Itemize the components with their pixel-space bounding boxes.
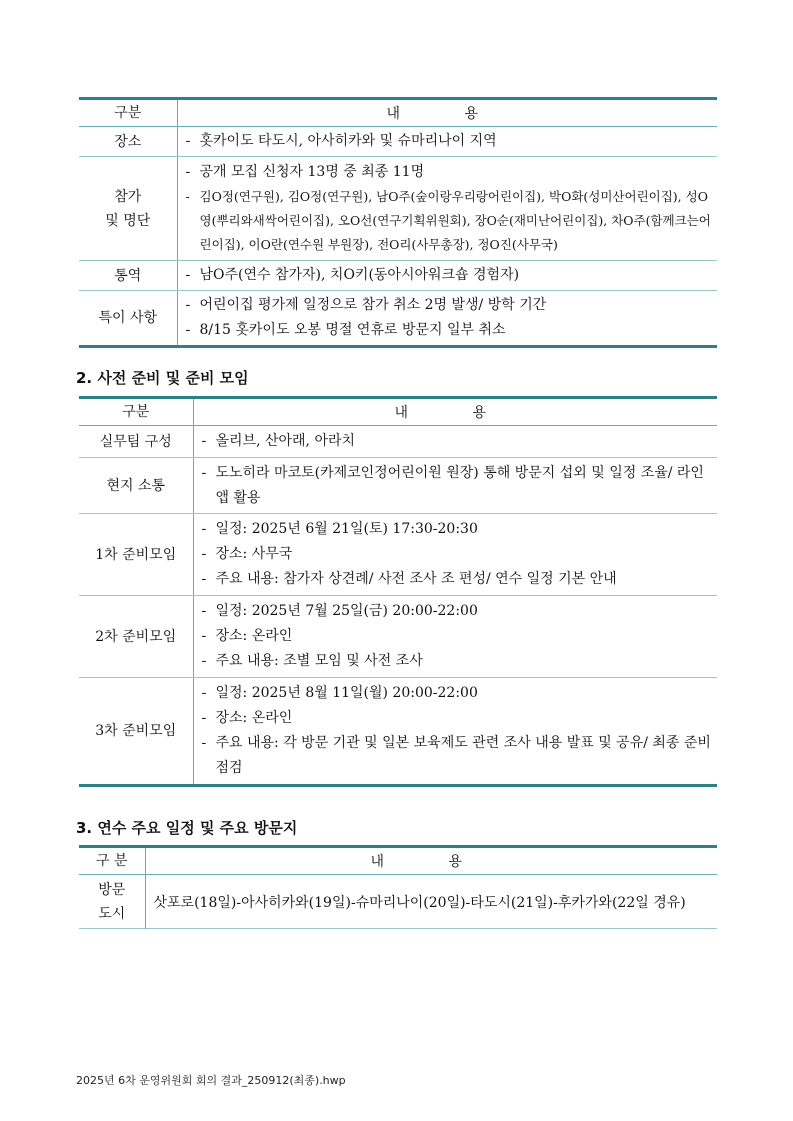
overview-table [79,97,717,348]
table-row [79,291,717,347]
table-header-row [79,99,717,127]
row-category: 현지 소통 [79,458,193,514]
header-category: 구분 [79,398,193,426]
section-title-preparation: 2. 사전 준비 및 준비 모임 [76,369,249,387]
table-row [79,261,717,291]
row-content: - 일정: 2025년 7월 25일(금) 20:00-22:00 - 장소: 온라인 - 주요 내용: 조별 모임 및 사전 조사 [193,596,717,678]
table-row [79,127,717,157]
header-content: 내 용 [145,847,717,875]
row-content: - 도노히라 마코토(카제코인정어린이원 원장) 통해 방문지 섭외 및 일정 조율/ 라인앱 활용 [193,458,717,514]
table-row [79,426,717,458]
header-content: 내 용 [193,398,717,426]
table-row [79,157,717,261]
table-row [79,458,717,514]
row-category: 참가 및 명단 [79,157,177,261]
schedule-table [79,845,717,929]
table-row [79,678,717,786]
row-category: 2차 준비모임 [79,596,193,678]
row-content: 삿포로(18일)-아사히카와(19일)-슈마리나이(20일)-타도시(21일)-후카가와(22일 경유) [153,894,686,911]
table-row [79,875,717,929]
header-category: 구분 [79,99,177,127]
footer-filename: 2025년 6차 운영위원회 회의 결과_250912(최종).hwp [76,1074,346,1087]
table-row [79,514,717,596]
row-category: 1차 준비모임 [79,514,193,596]
row-content: - 어린이집 평가제 일정으로 참가 취소 2명 발생/ 방학 기간 - 8/15 홋카이도 오봉 명절 연휴로 방문지 일부 취소 [185,297,547,338]
table-header-row [79,847,717,875]
table-row [79,596,717,678]
row-content: - 남O주(연수 참가자), 치O키(동아시아워크숍 경험자) [177,261,717,291]
row-content: - 올리브, 산아래, 아라치 [193,426,717,458]
section-title-schedule: 3. 연수 주요 일정 및 주요 방문지 [76,819,298,837]
table-header-row [79,398,717,426]
header-content: 내 용 [177,99,717,127]
row-content: - 일정: 2025년 8월 11일(월) 20:00-22:00 - 장소: 온라인 - 주요 내용: 각 방문 기관 및 일본 보육제도 관련 조사 내용 발표 및 공유/ 최종 준비 점검 [201,685,711,776]
row-category: 실무팀 구성 [79,426,193,458]
row-category: 통역 [79,261,177,291]
row-category: 특이 사항 [79,291,177,347]
row-category: 장소 [79,127,177,157]
row-content: - 일정: 2025년 6월 21일(토) 17:30-20:30 - 장소: 사무국 - 주요 내용: 참가자 상견례/ 사전 조사 조 편성/ 연수 일정 기본 안내 [193,514,717,596]
header-category: 구 분 [79,847,145,875]
row-category: 방문 도시 [79,875,145,929]
row-content: - 공개 모집 신청자 13명 중 최종 11명 - 김O정(연구원), 김O정(연구원), 남O주(숲이랑우리랑어린이집), 박O화(성미산어린이집), 성O영(뿌리와새싹어린이집), 오O선(연구기획위원회), 장O순(재미난어린이집), 차O주(함께크는어린이집), 이O란(연수원 부원장), 전O리(사무총장), 정O진(사무국) [177,157,717,261]
row-category: 3차 준비모임 [79,678,193,786]
preparation-table [79,396,717,787]
row-content: - 홋카이도 타도시, 아사히카와 및 슈마리나이 지역 [177,127,717,157]
